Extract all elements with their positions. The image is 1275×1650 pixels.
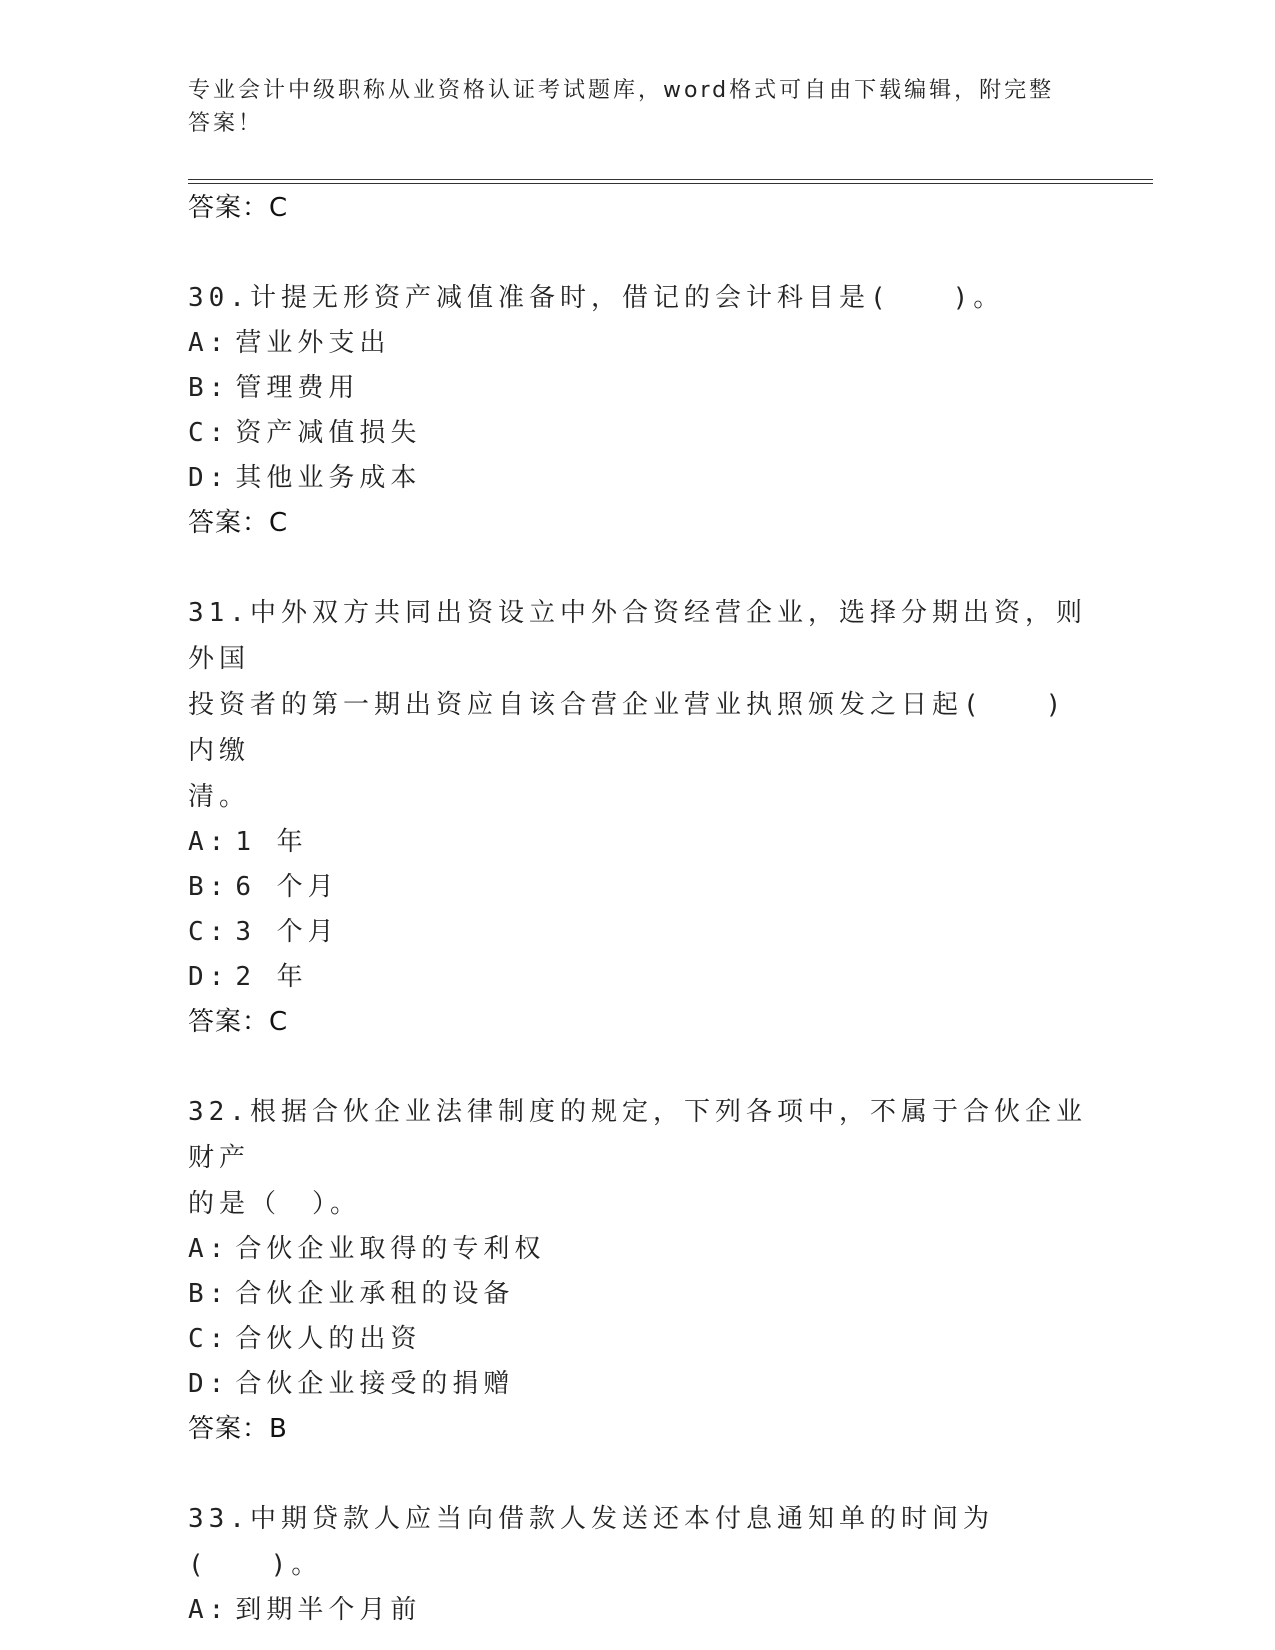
option-b xyxy=(188,1272,1088,1317)
option-text: 合伙人的出资 xyxy=(235,1324,422,1354)
option-letter: B: xyxy=(188,1279,230,1309)
option-text: 合伙企业承租的设备 xyxy=(235,1279,515,1309)
document-header: 专业会计中级职称从业资格认证考试题库，word格式可自由下载编辑，附完整答案！ xyxy=(188,78,1055,136)
question-text: 33.中期贷款人应当向借款人发送还本付息通知单的时间为( )。 xyxy=(188,1504,994,1580)
option-text: 1 年 xyxy=(235,827,308,857)
question-text-line-3: 清。 xyxy=(188,782,251,812)
option-d xyxy=(188,1362,1088,1407)
option-letter: A: xyxy=(188,328,230,358)
option-letter: A: xyxy=(188,827,230,857)
option-a xyxy=(188,321,1088,366)
option-text: 资产减值损失 xyxy=(235,418,422,448)
answer: 答案：B xyxy=(188,1414,288,1444)
option-letter: D: xyxy=(188,962,230,992)
option-b xyxy=(188,366,1088,411)
question-text-line-1: 32.根据合伙企业法律制度的规定，下列各项中，不属于合伙企业财产 xyxy=(188,1097,1087,1173)
option-letter: C: xyxy=(188,1324,230,1354)
option-text: 合伙企业接受的捐赠 xyxy=(235,1369,515,1399)
option-text: 2 年 xyxy=(235,962,308,992)
option-b xyxy=(188,865,1088,910)
option-a xyxy=(188,820,1088,865)
option-letter: C: xyxy=(188,917,230,947)
option-a xyxy=(188,1588,1088,1633)
option-letter: A: xyxy=(188,1595,230,1625)
option-d xyxy=(188,955,1088,1000)
option-text: 营业外支出 xyxy=(235,328,391,358)
option-text: 管理费用 xyxy=(235,373,360,403)
option-text: 6 个月 xyxy=(235,872,339,902)
question-text-line-2: 投资者的第一期出资应自该合营企业营业执照颁发之日起( )内缴 xyxy=(188,690,1067,766)
question-text: 30.计提无形资产减值准备时，借记的会计科目是( )。 xyxy=(188,283,1005,313)
option-letter: C: xyxy=(188,418,230,448)
option-letter: B: xyxy=(188,373,230,403)
question-30 xyxy=(188,275,1088,546)
option-a xyxy=(188,1227,1088,1272)
option-c xyxy=(188,1317,1088,1362)
option-text: 到期半个月前 xyxy=(235,1595,422,1625)
question-text-line-1: 31.中外双方共同出资设立中外合资经营企业，选择分期出资，则外国 xyxy=(188,598,1087,674)
option-text: 其他业务成本 xyxy=(235,463,422,493)
question-33 xyxy=(188,1496,1088,1633)
option-d xyxy=(188,456,1088,501)
question-text-line-2: 的是（ ）。 xyxy=(188,1189,362,1219)
header-divider-top xyxy=(188,179,1153,180)
question-31 xyxy=(188,590,1088,1045)
question-list xyxy=(188,186,1088,1633)
option-letter: A: xyxy=(188,1234,230,1264)
option-letter: B: xyxy=(188,872,230,902)
option-c xyxy=(188,411,1088,456)
option-letter: D: xyxy=(188,463,230,493)
previous-answer: 答案：C xyxy=(188,193,289,223)
option-letter: D: xyxy=(188,1369,230,1399)
option-text: 合伙企业取得的专利权 xyxy=(235,1234,546,1264)
question-32 xyxy=(188,1089,1088,1452)
header-divider-bottom xyxy=(188,183,1153,184)
option-c xyxy=(188,910,1088,955)
answer: 答案：C xyxy=(188,508,289,538)
option-text: 3 个月 xyxy=(235,917,339,947)
answer: 答案：C xyxy=(188,1007,289,1037)
